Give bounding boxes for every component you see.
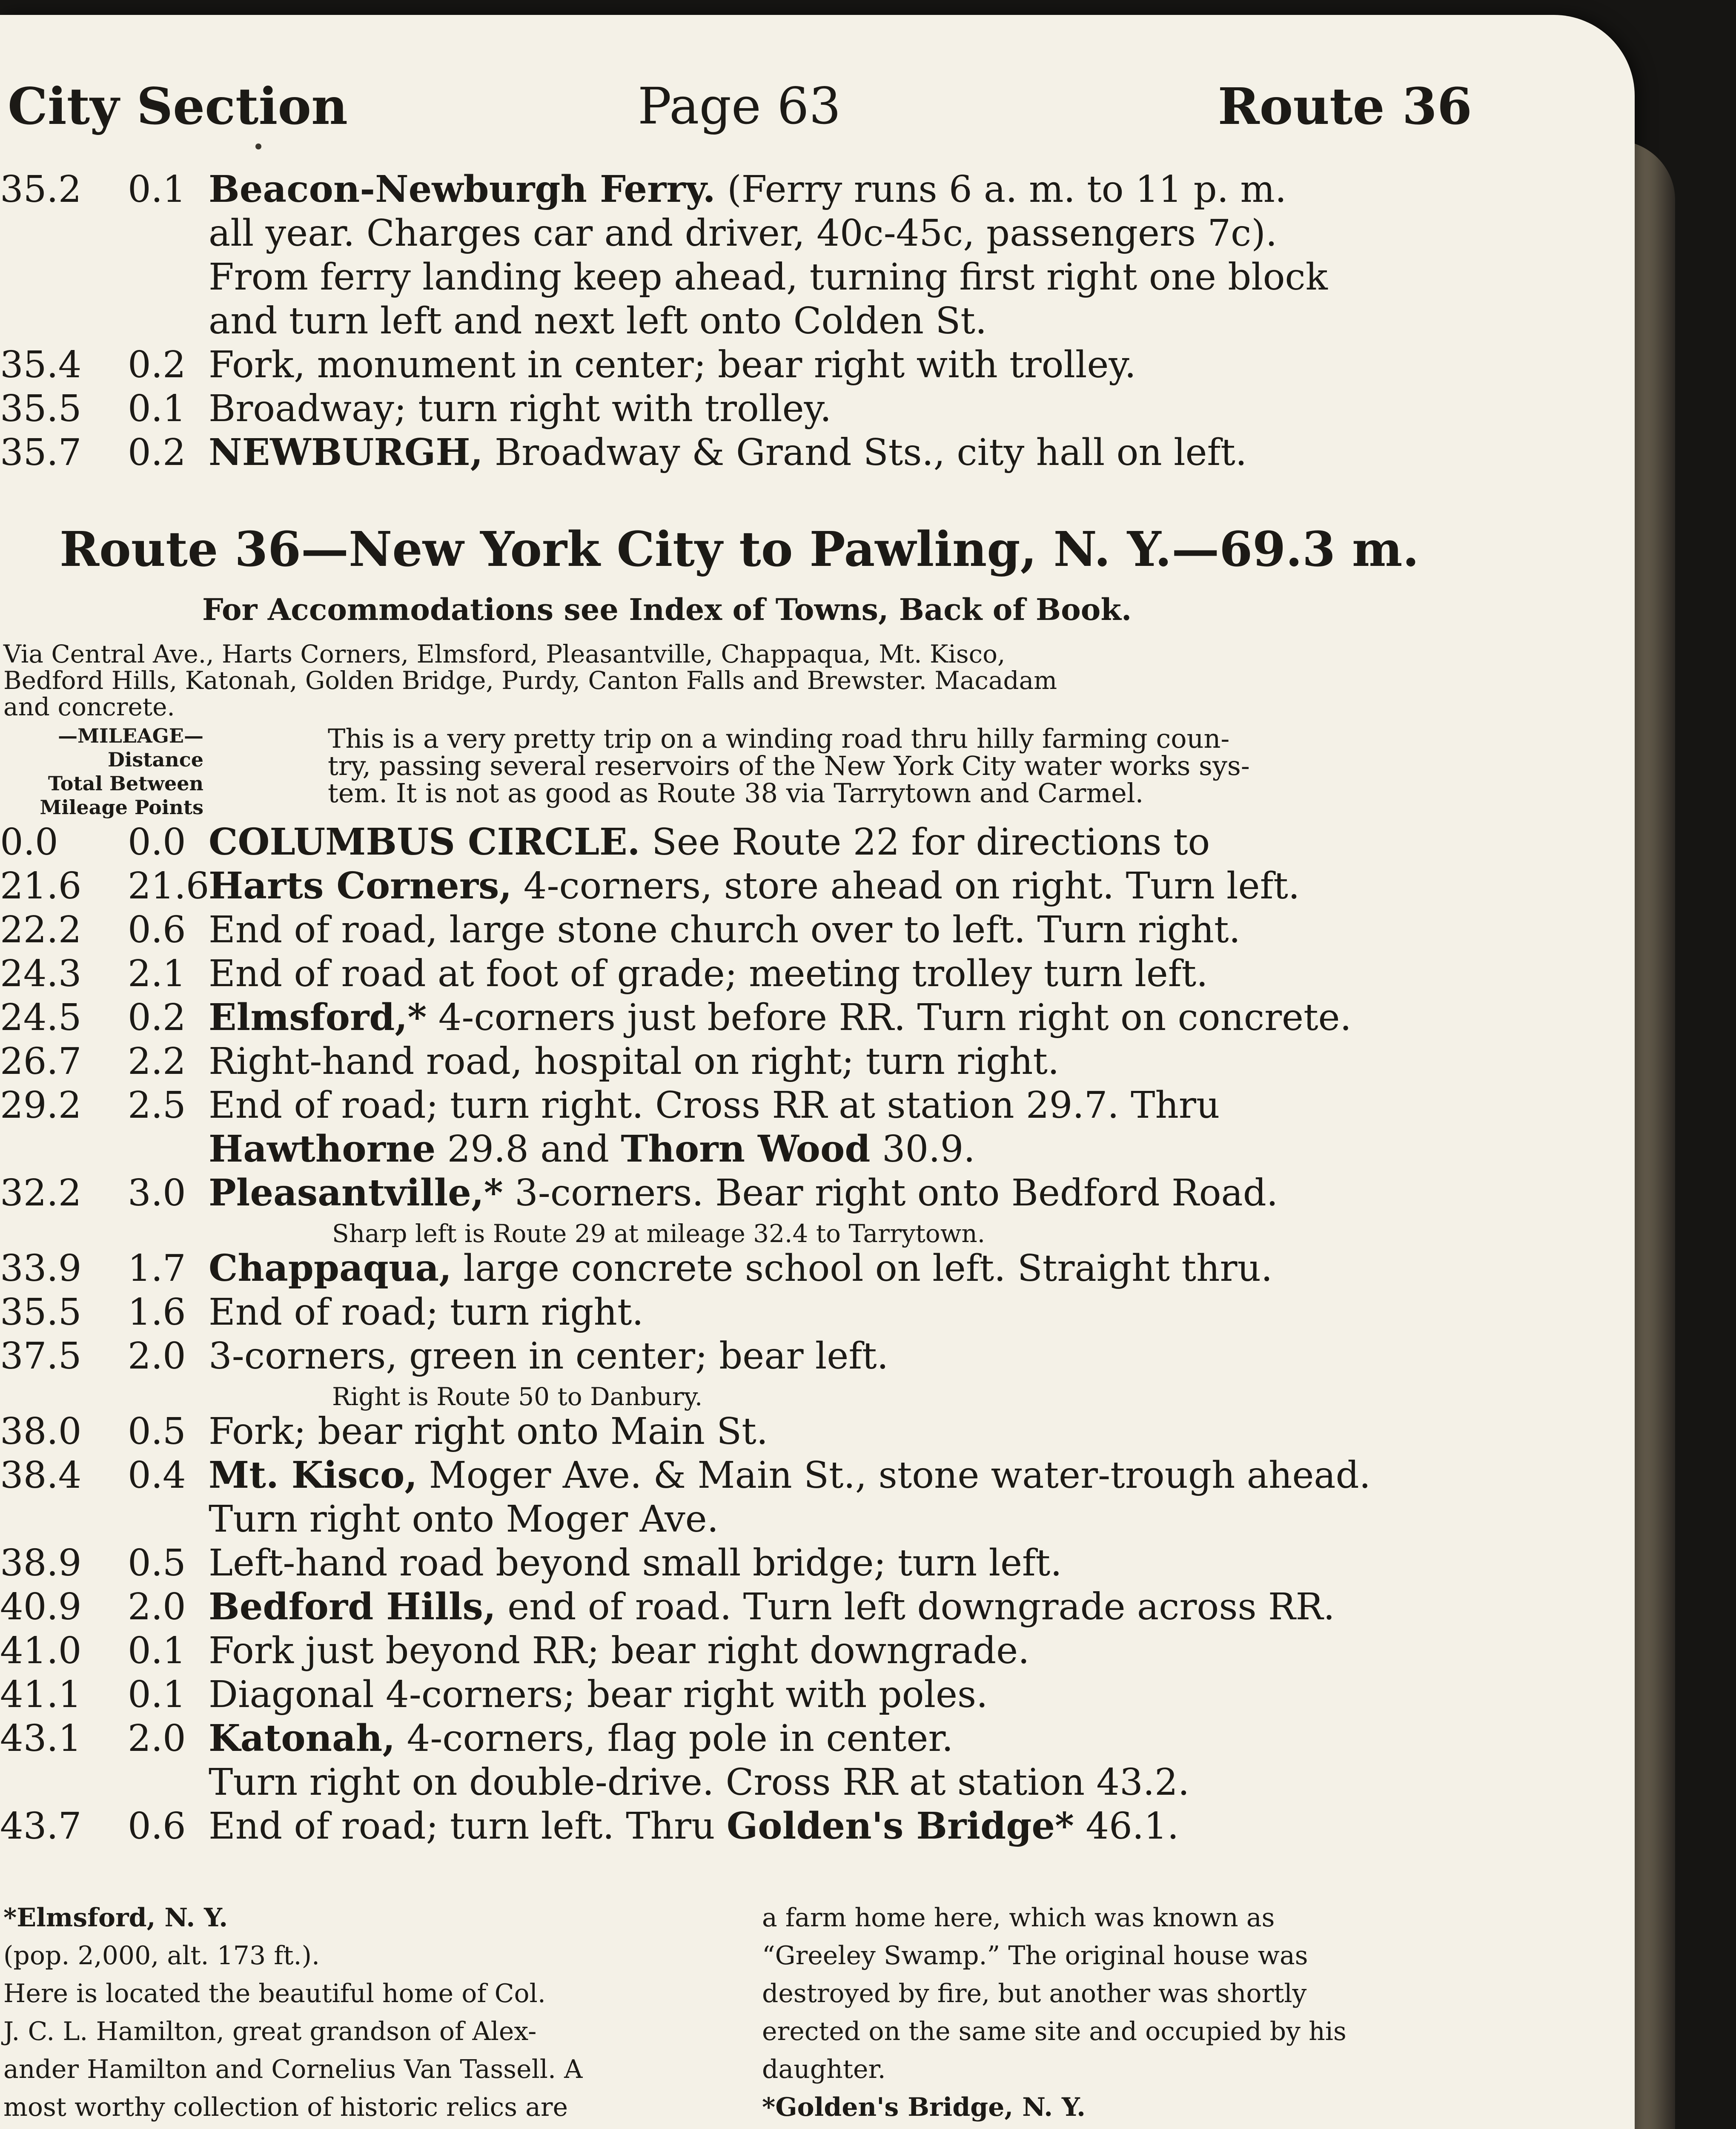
accommodations-note: For Accommodations see Index of Towns, Back of Book. (202, 592, 1132, 627)
direction-detail: 4-corners, flag pole in center. (395, 1717, 954, 1760)
distance-between: 0.2 (128, 344, 186, 386)
footnote-text (762, 2126, 1486, 2129)
distance-between: 0.4 (128, 1454, 186, 1497)
direction-continuation (209, 1128, 975, 1171)
route-title: Route 36—New York City to Pawling, N. Y.—69.3 m. (60, 522, 1419, 577)
distance-between: 0.6 (128, 909, 186, 951)
direction-detail: End of road at foot of grade; meeting trolley turn left. (209, 953, 1208, 995)
direction-text (209, 387, 831, 430)
footnote-line (762, 1975, 1486, 2013)
footnote-heading: *Elmsford, N. Y. (3, 1903, 228, 1933)
mileage-legend-line: Total Between (48, 772, 203, 795)
footnote-line (3, 2051, 727, 2089)
footnote-text: a farm home here, which was known as (762, 1903, 1275, 1933)
direction-text (209, 909, 1240, 951)
direction-text (209, 1410, 768, 1453)
total-mileage: 26.7 (0, 1040, 82, 1083)
direction-detail: End of road; turn left. Thru (209, 1805, 727, 1848)
place-name: Pleasantville,* (209, 1171, 503, 1214)
distance-between: 2.0 (128, 1717, 186, 1760)
via-line: Via Central Ave., Harts Corners, Elmsford, Pleasantville, Chappaqua, Mt. Kisco, (3, 640, 1006, 669)
direction-detail: Broadway; turn right with trolley. (209, 387, 832, 430)
distance-between: 3.0 (128, 1172, 186, 1214)
direction-detail: 29.8 and (435, 1128, 621, 1171)
footnote-line (762, 2051, 1486, 2089)
place-name: NEWBURGH, (209, 431, 483, 474)
footnote-line (762, 1899, 1486, 1937)
direction-detail: Right-hand road, hospital on right; turn right. (209, 1040, 1060, 1083)
direction-detail: end of road. Turn left downgrade across RR. (496, 1586, 1335, 1629)
direction-text (209, 168, 1286, 211)
mileage-legend-line: Mileage Points (40, 796, 203, 819)
total-mileage: 38.4 (0, 1454, 82, 1497)
total-mileage: 40.9 (0, 1586, 82, 1629)
total-mileage: 43.7 (0, 1805, 82, 1848)
distance-between: 2.0 (128, 1335, 186, 1378)
distance-between: 0.1 (128, 387, 186, 430)
direction-text (209, 431, 1247, 474)
distance-between: 0.0 (128, 821, 186, 864)
direction-text (209, 1172, 1278, 1214)
distance-between: 0.6 (128, 1805, 186, 1848)
place-name: Hawthorne (209, 1128, 436, 1171)
footnote-text: “Greeley Swamp.” The original house was (762, 1941, 1308, 1971)
footnote-text (3, 2126, 727, 2129)
footnote-heading: *Golden's Bridge, N. Y. (762, 2092, 1086, 2122)
place-name: Thorn Wood (621, 1128, 871, 1171)
total-mileage: 35.5 (0, 387, 82, 430)
direction-detail: Fork, monument in center; bear right with trolley. (209, 344, 1136, 386)
direction-detail: Diagonal 4-corners; bear right with poles. (209, 1673, 988, 1716)
total-mileage: 33.9 (0, 1247, 82, 1290)
footnote-line (3, 1975, 727, 2013)
total-mileage: 38.9 (0, 1542, 82, 1585)
direction-text (209, 1335, 888, 1377)
footnote-line (3, 2126, 727, 2129)
direction-detail: Moger Ave. & Main St., stone water-trough ahead. (417, 1454, 1371, 1497)
direction-continuation: and turn left and next left onto Colden St. (209, 300, 987, 342)
footnote-line (762, 1937, 1486, 1975)
direction-text (209, 953, 1208, 995)
direction-text (209, 1454, 1371, 1497)
footnote-text: ander Hamilton and Cornelius Van Tassell. A (3, 2054, 583, 2084)
total-mileage: 35.7 (0, 431, 82, 474)
total-mileage: 29.2 (0, 1084, 82, 1127)
direction-text (209, 1586, 1335, 1628)
description-line: tem. It is not as good as Route 38 via Tarrytown and Carmel. (328, 778, 1144, 809)
total-mileage: 41.1 (0, 1673, 82, 1716)
direction-detail: 4-corners just before RR. Turn right on concrete. (427, 996, 1352, 1039)
direction-detail: Broadway & Grand Sts., city hall on left. (483, 431, 1247, 474)
place-name: Harts Corners, (209, 864, 512, 907)
direction-continuation: Turn right onto Moger Ave. (209, 1498, 719, 1541)
via-line: and concrete. (3, 692, 175, 721)
direction-text (209, 1805, 1179, 1848)
direction-text (209, 1542, 1062, 1584)
route-description (328, 725, 1477, 807)
direction-text (209, 996, 1352, 1039)
direction-detail: large concrete school on left. Straight thru. (452, 1247, 1273, 1290)
distance-between: 2.1 (128, 953, 186, 995)
direction-detail: 4-corners, store ahead on right. Turn left. (512, 865, 1300, 907)
footnote-text: J. C. L. Hamilton, great grandson of Alex- (3, 2017, 537, 2046)
ink-spot (255, 143, 261, 149)
direction-detail: 46.1. (1074, 1805, 1179, 1848)
total-mileage: 35.5 (0, 1291, 82, 1334)
direction-text (209, 821, 1210, 864)
direction-detail: End of road; turn right. (209, 1291, 644, 1334)
distance-between: 0.2 (128, 431, 186, 474)
direction-text (209, 1247, 1272, 1290)
direction-continuation: Turn right on double-drive. Cross RR at station 43.2. (209, 1761, 1190, 1804)
route-note: Right is Route 50 to Danbury. (332, 1382, 703, 1412)
direction-detail: (Ferry runs 6 a. m. to 11 p. m. (715, 168, 1287, 211)
footnote-text: erected on the same site and occupied by his (762, 2017, 1346, 2046)
total-mileage: 43.1 (0, 1717, 82, 1760)
direction-detail: See Route 22 for directions to (640, 821, 1210, 864)
direction-text (209, 1040, 1059, 1083)
footnote-text: most worthy collection of historic relics are (3, 2092, 568, 2122)
place-name: Beacon-Newburgh Ferry. (209, 168, 716, 211)
place-name: Chappaqua, (209, 1247, 452, 1290)
direction-detail: Fork; bear right onto Main St. (209, 1410, 768, 1453)
direction-detail: Left-hand road beyond small bridge; turn left. (209, 1542, 1062, 1585)
route-number: Route 36 (1217, 77, 1472, 136)
footnote-line (762, 2089, 1486, 2129)
page-header (8, 77, 1472, 151)
distance-between: 0.5 (128, 1410, 186, 1453)
footnote-line (3, 1899, 727, 1975)
direction-detail: End of road, large stone church over to left. Turn right. (209, 909, 1240, 951)
footnote-line (762, 2013, 1486, 2051)
mileage-legend (3, 724, 203, 819)
footnotes-left-column (3, 1899, 727, 2129)
direction-text (209, 1717, 953, 1760)
page-number: Page 63 (638, 77, 841, 135)
footnote-text: Here is located the beautiful home of Col. (3, 1979, 546, 2008)
book-page (0, 15, 1635, 2129)
total-mileage: 37.5 (0, 1335, 82, 1378)
place-name: Bedford Hills, (209, 1585, 496, 1629)
total-mileage: 21.6 (0, 865, 82, 907)
mileage-legend-line: Distance (107, 748, 203, 771)
distance-between: 0.1 (128, 168, 186, 211)
total-mileage: 35.4 (0, 344, 82, 386)
footnote-text: daughter. (762, 2054, 886, 2084)
section-title: City Section (8, 77, 348, 136)
distance-between: 0.2 (128, 996, 186, 1039)
direction-text (209, 1291, 644, 1334)
direction-detail: 30.9. (870, 1128, 975, 1171)
footnotes-right-column (762, 1899, 1486, 2129)
direction-detail: End of road; turn right. Cross RR at station 29.7. Thru (209, 1084, 1220, 1127)
place-name: COLUMBUS CIRCLE. (209, 821, 640, 864)
description-line: try, passing several reservoirs of the New York City water works sys- (328, 750, 1250, 781)
total-mileage: 22.2 (0, 909, 82, 951)
total-mileage: 24.3 (0, 953, 82, 995)
footnote-line (3, 2089, 727, 2126)
direction-continuation: From ferry landing keep ahead, turning first right one block (209, 256, 1328, 298)
footnote-text: destroyed by fire, but another was shortly (762, 1979, 1307, 2008)
direction-detail: 3-corners. Bear right onto Bedford Road. (503, 1172, 1278, 1214)
place-name: Golden's Bridge* (726, 1805, 1074, 1848)
place-name: Katonah, (209, 1717, 395, 1760)
distance-between: 2.2 (128, 1040, 186, 1083)
direction-text (209, 1673, 988, 1716)
direction-text (209, 865, 1300, 907)
place-name: Mt. Kisco, (209, 1454, 418, 1497)
total-mileage: 38.0 (0, 1410, 82, 1453)
footnote-text: (pop. 2,000, alt. 173 ft.). (3, 1941, 320, 1971)
distance-between: 0.1 (128, 1673, 186, 1716)
description-line: This is a very pretty trip on a winding road thru hilly farming coun- (328, 723, 1230, 754)
route-note: Sharp left is Route 29 at mileage 32.4 to Tarrytown. (332, 1219, 985, 1248)
distance-between: 0.5 (128, 1542, 186, 1585)
distance-between: 2.0 (128, 1586, 186, 1629)
direction-text (209, 1084, 1220, 1127)
distance-between: 2.5 (128, 1084, 186, 1127)
footnote-line (3, 2013, 727, 2051)
total-mileage: 41.0 (0, 1630, 82, 1673)
total-mileage: 32.2 (0, 1172, 82, 1214)
direction-text (209, 344, 1136, 386)
distance-between: 1.6 (128, 1291, 186, 1334)
total-mileage: 35.2 (0, 168, 82, 211)
distance-between: 21.6 (128, 865, 209, 907)
distance-between: 0.1 (128, 1630, 186, 1673)
direction-detail: 3-corners, green in center; bear left. (209, 1335, 889, 1378)
distance-between: 1.7 (128, 1247, 186, 1290)
mileage-legend-line: —MILEAGE— (58, 724, 203, 747)
total-mileage: 0.0 (0, 821, 58, 864)
direction-detail: Fork just beyond RR; bear right downgrade. (209, 1630, 1030, 1673)
via-description (3, 641, 1476, 720)
direction-continuation: all year. Charges car and driver, 40c-45c, passengers 7c). (209, 212, 1278, 255)
direction-text (209, 1630, 1029, 1672)
total-mileage: 24.5 (0, 996, 82, 1039)
place-name: Elmsford,* (209, 996, 427, 1039)
via-line: Bedford Hills, Katonah, Golden Bridge, Purdy, Canton Falls and Brewster. Macadam (3, 666, 1057, 695)
